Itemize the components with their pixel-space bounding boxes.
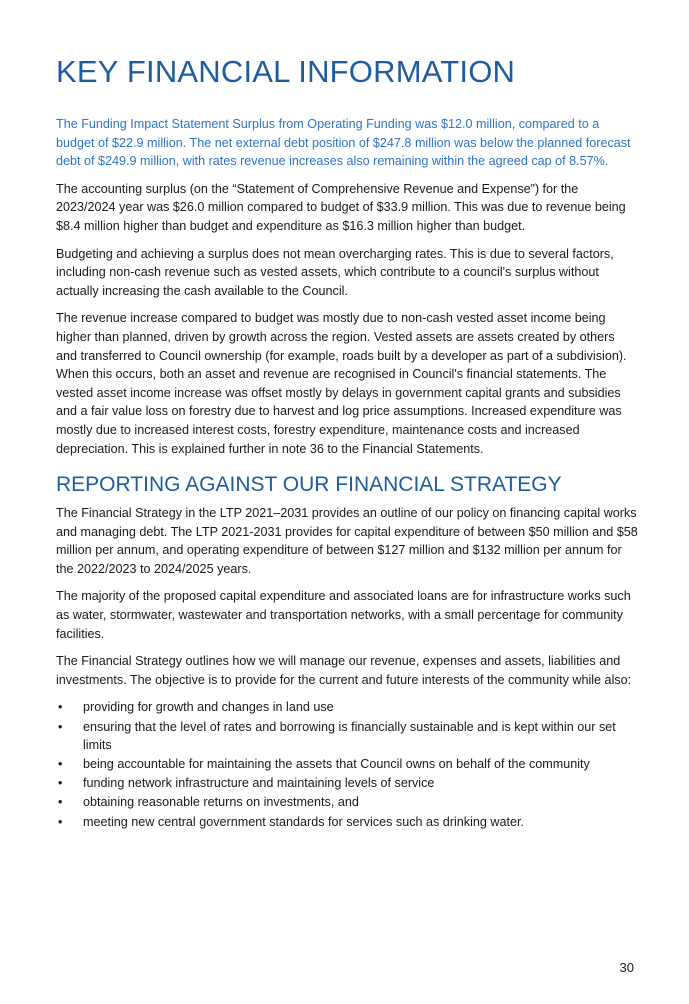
bullet-icon: • [58,719,63,734]
list-item-text: meeting new central government standards for services such as drinking water. [83,814,524,829]
list-item-text: obtaining reasonable returns on investments, and [83,795,359,810]
budgeting-surplus-paragraph: Budgeting and achieving a surplus does not mean overcharging rates. This is due to several factors, including non-cash revenue such as vested assets, which contribute to a council's surplus without actually increasing the cash available to the Council. [56,246,614,298]
bullet-icon: • [58,795,63,810]
page-title: KEY FINANCIAL INFORMATION [56,54,516,89]
list-item [56,698,638,717]
list-item [56,813,638,832]
page-number: 30 [619,960,634,975]
list-item [56,755,638,774]
strategy-heading: REPORTING AGAINST OUR FINANCIAL STRATEGY [56,473,562,497]
bullet-icon: • [58,814,63,829]
strategy-paragraph-1: The Financial Strategy in the LTP 2021–2031 provides an outline of our policy on financing capital works and managing debt. The LTP 2021-2031 provides for capital expenditure of between $50 million and $58 million per annum, and operating expenditure of between $127 million and $132 million per annum for the 2022/2023 to 2024/2025 years. [56,506,638,576]
list-item-text: funding network infrastructure and maintaining levels of service [83,776,435,791]
bullet-icon: • [58,776,63,791]
intro-highlight-paragraph: The Funding Impact Statement Surplus from Operating Funding was $12.0 million, compared to a budget of $22.9 million. The net external debt position of $247.8 million was below the planned forecast debt of $249.9 million, with rates revenue increases also remaining within the agreed cap of 8.57%. [56,117,631,169]
list-item-text: being accountable for maintaining the assets that Council owns on behalf of the community [83,757,590,772]
accounting-surplus-paragraph: The accounting surplus (on the “Statement of Comprehensive Revenue and Expense”) for the 2023/2024 year was $26.0 million compared to budget of $33.9 million. This was due to revenue being $8.4 million higher than budget and expenditure as $16.3 million higher than budget. [56,181,626,233]
bullet-icon: • [58,757,63,772]
strategy-paragraph-2: The majority of the proposed capital expenditure and associated loans are for infrastructure works such as water, stormwater, wastewater and transportation networks, with a small percentage for community facilities. [56,589,631,641]
list-item [56,774,638,793]
strategy-paragraph-3: The Financial Strategy outlines how we will manage our revenue, expenses and assets, liabilities and investments. The objective is to provide for the current and future interests of the community while also: [56,654,632,687]
list-item [56,718,638,755]
bullet-icon: • [58,700,63,715]
page-content [56,115,638,832]
list-item-text: providing for growth and changes in land use [83,700,334,715]
revenue-increase-paragraph: The revenue increase compared to budget was mostly due to non-cash vested asset income being higher than planned, driven by growth across the region. Vested assets are assets created by others and transferred to Council ownership (for example, roads built by a developer as part of a subdivision). When this occurs, both an asset and revenue are recognised in Council's financial statements. The vested asset income increase was offset mostly by delays in government capital grants and subsidies and a fair value loss on forestry due to harvest and log price assumptions. Increased expenditure was mostly due to increased interest costs, forestry expenditure, maintenance costs and increased depreciation. This is explained further in note 36 to the Financial Statements. [56,311,627,456]
strategy-bullet-list [56,698,638,831]
list-item [56,793,638,812]
list-item-text: ensuring that the level of rates and borrowing is financially sustainable and is kept within our set limits [83,719,616,753]
